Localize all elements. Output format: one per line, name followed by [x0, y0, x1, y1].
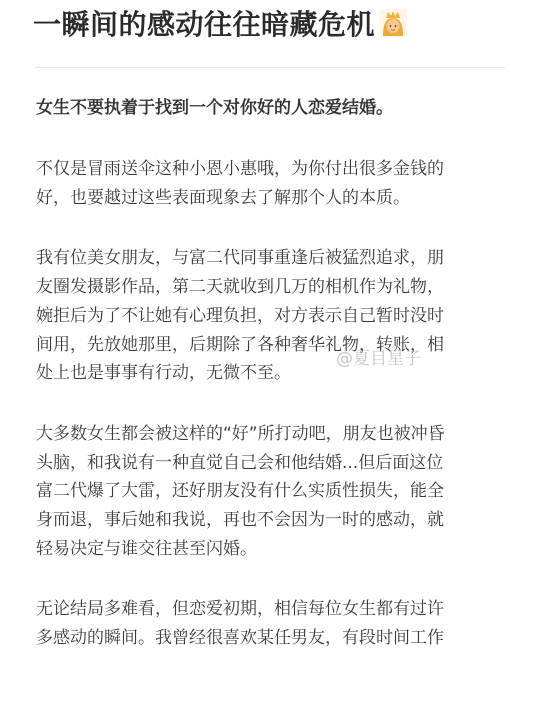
watermark: @夏目星子	[336, 349, 421, 369]
article-body	[36, 94, 506, 653]
paragraph-line: 处上也是事事有行动，无微不至。	[36, 363, 291, 384]
paragraph	[36, 420, 506, 564]
title-row	[33, 2, 407, 44]
paragraph-line: 头脑，和我说有一种直觉自己会和他结婚...但后面这位	[36, 452, 444, 473]
paragraph-line: 多感动的瞬间。我曾经很喜欢某任男友，有段时间工作	[36, 628, 444, 649]
paragraph	[36, 244, 506, 388]
paragraph-line: 身而退，事后她和我说，再也不会因为一时的感动，就	[36, 510, 444, 531]
lead-sentence: 女生不要执着于找到一个对你好的人恋爱结婚。	[36, 98, 393, 118]
paragraph	[36, 595, 506, 652]
paragraph-line: 友圈发摄影作品，第二天就收到几万的相机作为礼物，	[36, 277, 444, 298]
paragraph	[36, 155, 506, 212]
paragraph-line: 不仅是冒雨送伞这种小恩小惠哦，为你付出很多金钱的	[36, 159, 444, 179]
paragraph-line: 富二代爆了大雷，还好朋友没有什么实质性损失，能全	[36, 481, 444, 502]
title-divider	[35, 67, 505, 68]
paragraph-line: 好，也要越过这些表面现象去了解那个人的本质。	[36, 187, 410, 208]
paragraph-line: 轻易决定与谁交往甚至闪婚。	[36, 538, 257, 559]
paragraph-line: 间用，先放她那里，后期除了各种奢华礼物，转账，相	[36, 334, 444, 355]
person-with-crown-icon	[379, 9, 407, 37]
paragraph-line: 婉拒后为了不让她有心理负担，对方表示自己暂时没时	[36, 305, 444, 326]
paragraph-line: 我有位美女朋友，与富二代同事重逢后被猛烈追求，朋	[36, 248, 444, 269]
article-title: 一瞬间的感动往往暗藏危机	[33, 8, 376, 41]
paragraph-line: 无论结局多难看，但恋爱初期，相信每位女生都有过许	[36, 599, 444, 620]
paragraph-line: 大多数女生都会被这样的“好”所打动吧，朋友也被冲昏	[36, 423, 445, 444]
